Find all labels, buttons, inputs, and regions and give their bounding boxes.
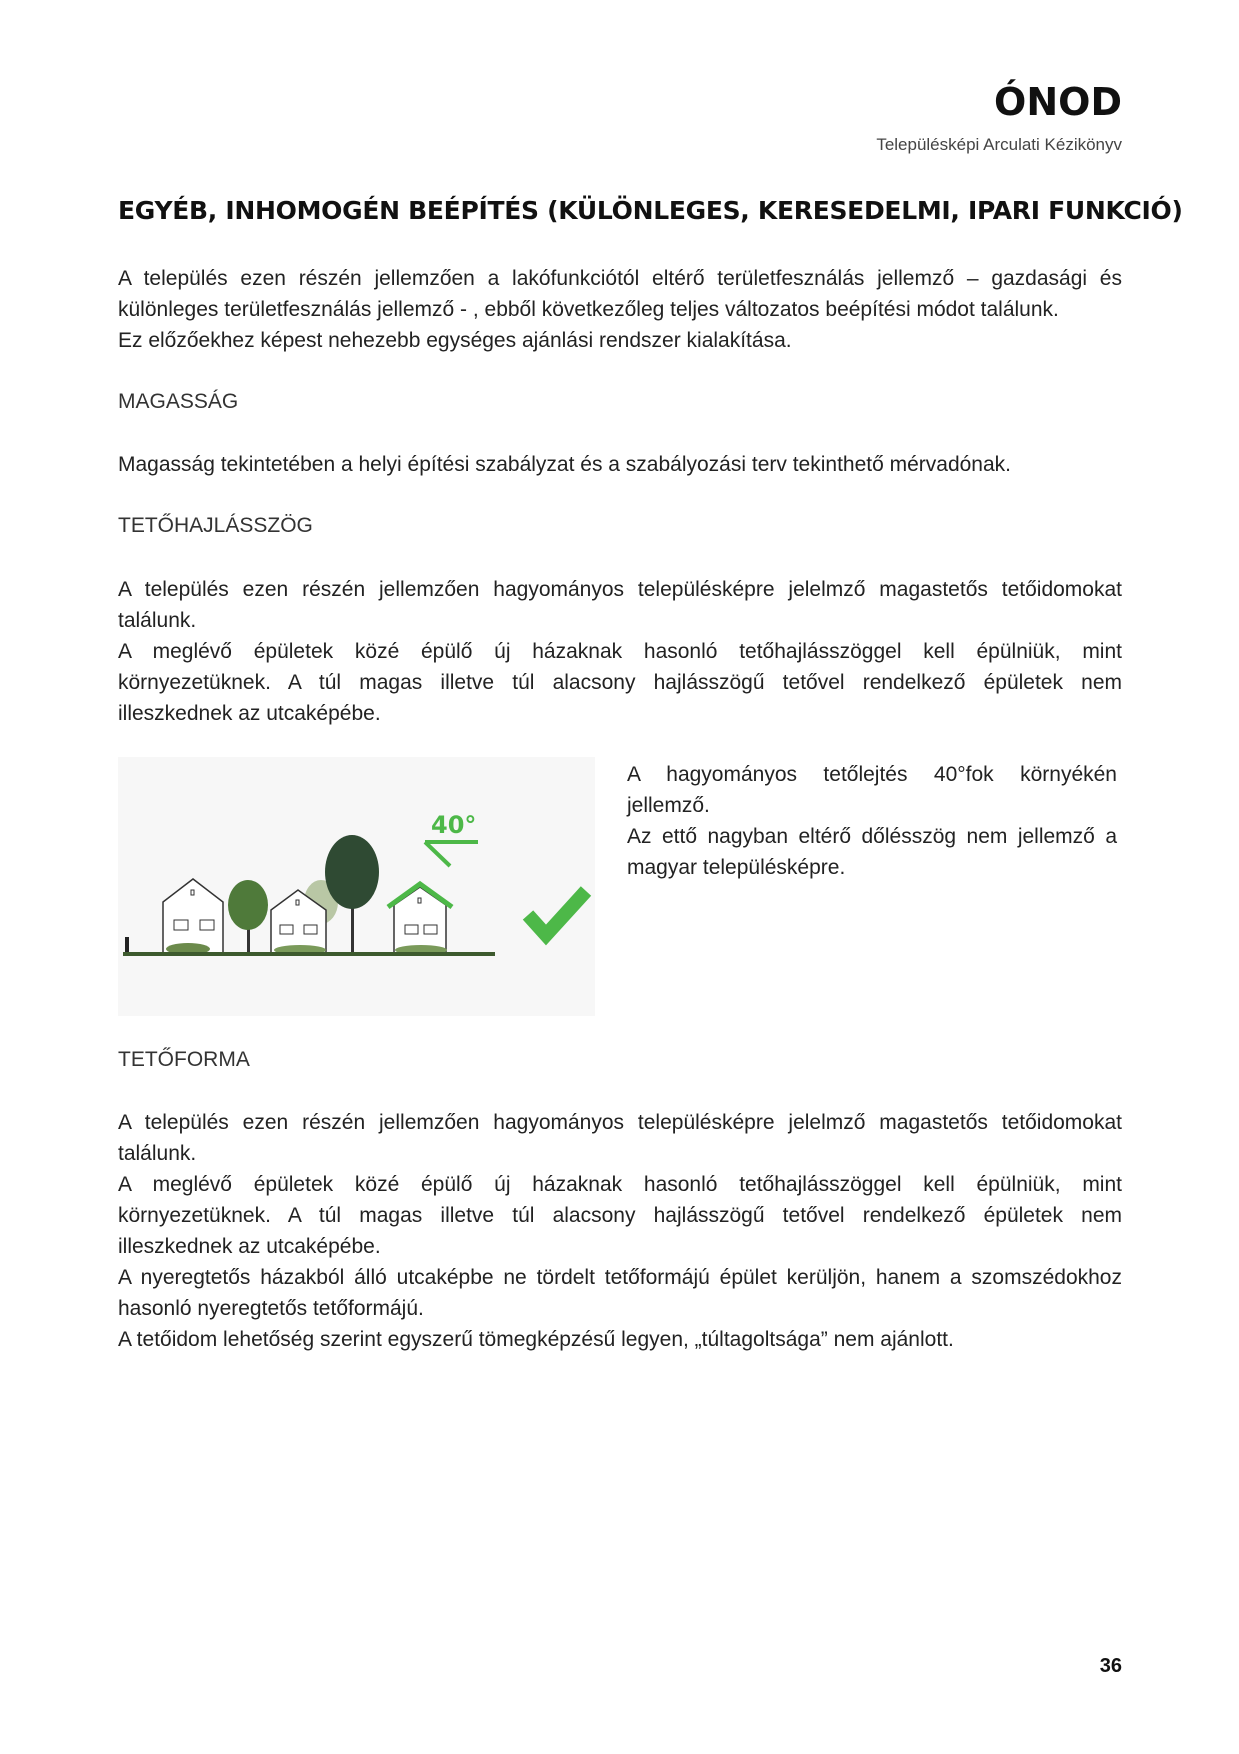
intro-line: A település ezen részén jellemzően a lakófunkciótól eltérő területfesználás jellemző – gazdasági és bbox=[118, 267, 1122, 290]
side-note-line: jellemző. bbox=[627, 794, 710, 817]
intro-line: Ez előzőekhez képest nehezebb egységes ajánlási rendszer kialakítása. bbox=[118, 329, 792, 352]
side-note bbox=[627, 759, 1117, 883]
tetoforma-paragraph bbox=[118, 1107, 1122, 1355]
paragraph-line: A település ezen részén jellemzően hagyományos településképre jelelmző magastetős tetőidomokat bbox=[118, 1111, 1122, 1134]
paragraph-line: környezetüknek. A túl magas illetve túl alacsony hajlásszögű tetővel rendelkező épületek nem bbox=[118, 671, 1122, 694]
paragraph-line: A nyeregtetős házakból álló utcaképbe ne tördelt tetőformájú épület kerüljön, hanem a szomszédokhoz bbox=[118, 1266, 1122, 1289]
paragraph-line: hasonló nyeregtetős tetőformájú. bbox=[118, 1297, 424, 1320]
header-subtitle: Településképi Arculati Kézikönyv bbox=[876, 135, 1122, 154]
magassag-text bbox=[118, 449, 1122, 480]
paragraph-line: illeszkednek az utcaképébe. bbox=[118, 702, 381, 725]
side-note-line: A hagyományos tetőlejtés 40°fok környékén bbox=[627, 763, 1117, 786]
tetohajlasszog-heading: TETŐHAJLÁSSZÖG bbox=[118, 514, 313, 537]
paragraph-line: találunk. bbox=[118, 609, 197, 632]
tetoforma-heading: TETŐFORMA bbox=[118, 1048, 250, 1071]
paragraph-line: A meglévő épületek közé épülő új házaknak hasonló tetőhajlásszöggel kell épülniük, mint bbox=[118, 640, 1122, 663]
paragraph-line: találunk. bbox=[118, 1142, 197, 1165]
roof-angle-illustration bbox=[118, 757, 595, 1016]
intro-paragraph bbox=[118, 263, 1122, 356]
angle-label: 40° bbox=[431, 811, 477, 839]
side-note-line: Az ettő nagyban eltérő dőlésszög nem jellemző a bbox=[627, 825, 1117, 848]
paragraph-line: A település ezen részén jellemzően hagyományos településképre jelelmző magastetős tetőidomokat bbox=[118, 578, 1122, 601]
paragraph-line: A meglévő épületek közé épülő új házaknak hasonló tetőhajlásszöggel kell épülniük, mint bbox=[118, 1173, 1122, 1196]
page-number: 36 bbox=[1099, 1655, 1122, 1677]
paragraph-line: A tetőidom lehetőség szerint egyszerű tömegképzésű legyen, „túltagoltsága” nem ajánlott. bbox=[118, 1328, 954, 1351]
intro-line: különleges területfesználás jellemző - , ebből következőleg teljes változatos beépítési módot találunk. bbox=[118, 298, 1059, 321]
tetohajlasszog-paragraph bbox=[118, 574, 1122, 729]
section-title: EGYÉB, INHOMOGÉN BEÉPÍTÉS (KÜLÖNLEGES, KERESEDELMI, IPARI FUNKCIÓ) bbox=[118, 196, 1183, 225]
side-note-line: magyar településképre. bbox=[627, 856, 846, 879]
magassag-line: Magasság tekintetében a helyi építési szabályzat és a szabályozási terv tekinthető mérvadónak. bbox=[118, 453, 1012, 476]
magassag-heading: MAGASSÁG bbox=[118, 390, 239, 413]
paragraph-line: illeszkednek az utcaképébe. bbox=[118, 1235, 381, 1258]
paragraph-line: környezetüknek. A túl magas illetve túl alacsony hajlásszögű tetővel rendelkező épületek nem bbox=[118, 1204, 1122, 1227]
header-title: ÓNOD bbox=[994, 80, 1122, 124]
